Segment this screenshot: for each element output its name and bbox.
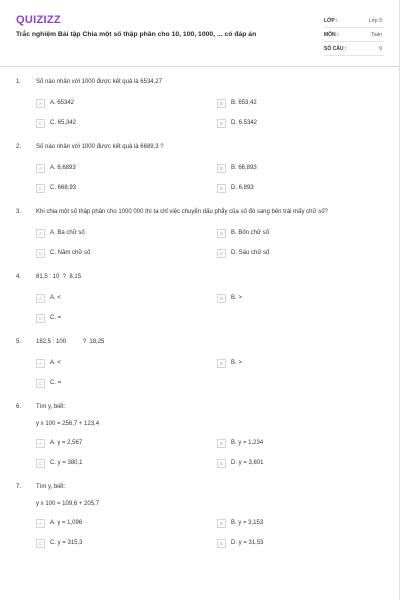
answer-option[interactable] — [217, 117, 377, 129]
option-letter-box: C — [36, 249, 45, 258]
question-item — [16, 78, 384, 129]
answer-option[interactable] — [217, 97, 377, 109]
option-text: B. > — [231, 360, 242, 366]
answer-option[interactable] — [36, 182, 217, 194]
answer-option[interactable] — [217, 182, 377, 194]
answer-option[interactable] — [36, 162, 217, 174]
answer-option[interactable] — [217, 162, 377, 174]
question-list — [0, 78, 400, 563]
option-text: B. > — [231, 295, 242, 301]
answer-options — [36, 162, 384, 194]
option-text: B. y = 1,234 — [231, 440, 264, 446]
option-text: D. y = 3,801 — [231, 460, 264, 466]
question-item — [16, 143, 384, 194]
question-header — [16, 208, 384, 217]
question-item — [16, 403, 384, 469]
option-letter-box: B — [217, 519, 226, 528]
question-text: 81,5 : 10 ? 8,15 — [36, 274, 82, 280]
option-text: A. < — [50, 360, 61, 366]
answer-option[interactable] — [36, 97, 217, 109]
quizizz-logo: QUIZIZZ — [16, 14, 61, 26]
question-item — [16, 338, 384, 389]
answer-options — [36, 292, 384, 324]
answer-options — [36, 517, 384, 549]
option-letter-box: B — [217, 99, 226, 108]
option-text: A. 6,6893 — [50, 165, 76, 171]
meta-label: MÔN : — [324, 31, 339, 38]
question-text: 182,5 : 100 ? 18,25 — [36, 339, 105, 345]
question-text: Tìm y, biết: — [36, 404, 66, 410]
option-text: D. y = 31,53 — [231, 540, 264, 546]
answer-option[interactable] — [217, 537, 377, 549]
answer-option[interactable] — [36, 437, 217, 449]
meta-row — [324, 42, 384, 56]
quiz-meta — [324, 14, 384, 56]
option-text: A. < — [50, 295, 61, 301]
question-number: 3. — [16, 209, 22, 215]
question-number: 1. — [16, 79, 22, 85]
question-header — [16, 143, 384, 152]
question-header — [16, 483, 384, 492]
answer-option[interactable] — [36, 357, 217, 369]
meta-row — [324, 14, 384, 28]
answer-option[interactable] — [36, 247, 217, 259]
option-letter-box: A — [36, 519, 45, 528]
option-letter-box: B — [217, 294, 226, 303]
option-text: A. y = 2,567 — [50, 440, 83, 446]
option-letter-box: A — [36, 164, 45, 173]
meta-label: LỚP : — [324, 17, 338, 24]
option-text: D. 6,893 — [231, 185, 254, 191]
meta-label: SỐ CÂU : — [324, 45, 347, 52]
answer-option[interactable] — [217, 517, 377, 529]
worksheet-header — [0, 0, 400, 66]
question-number: 4. — [16, 274, 22, 280]
question-number: 6. — [16, 404, 22, 410]
option-text: D. Sáu chữ số — [231, 250, 270, 256]
option-letter-box: C — [36, 539, 45, 548]
option-letter-box: B — [217, 229, 226, 238]
meta-value: 9 — [379, 45, 382, 52]
question-text: Số nào nhân với 1000 được kết quả là 6689,3 ? — [36, 144, 164, 150]
option-text: C. 65,342 — [50, 120, 77, 126]
answer-option[interactable] — [36, 517, 217, 529]
answer-option[interactable] — [217, 247, 377, 259]
option-text: C. = — [50, 380, 62, 386]
option-text: B. 66,893 — [231, 165, 257, 171]
meta-value: Lớp 5 — [368, 17, 382, 24]
answer-option[interactable] — [36, 377, 217, 389]
answer-option[interactable] — [36, 292, 217, 304]
answer-option[interactable] — [36, 117, 217, 129]
option-letter-box: D — [217, 539, 226, 548]
option-letter-box: B — [217, 439, 226, 448]
option-letter-box: B — [217, 164, 226, 173]
question-number: 7. — [16, 484, 22, 490]
option-letter-box: D — [217, 119, 226, 128]
option-letter-box: A — [36, 229, 45, 238]
answer-option[interactable] — [36, 537, 217, 549]
option-text: B. y = 3,153 — [231, 520, 264, 526]
question-expression: y x 100 = 256,7 + 123,4 — [36, 421, 100, 427]
option-text: A. y = 1,096 — [50, 520, 83, 526]
option-letter-box: C — [36, 459, 45, 468]
answer-options — [36, 357, 384, 389]
option-letter-box: D — [217, 459, 226, 468]
option-text: C. y = 315,3 — [50, 540, 83, 546]
option-letter-box: A — [36, 359, 45, 368]
answer-options — [36, 227, 384, 259]
option-text: C. y = 380,1 — [50, 460, 83, 466]
question-header — [16, 403, 384, 412]
option-text: C. Năm chữ số — [50, 250, 91, 256]
answer-option[interactable] — [217, 357, 377, 369]
question-item — [16, 483, 384, 549]
question-text: Tìm y, biết: — [36, 484, 66, 490]
question-header — [16, 78, 384, 87]
question-number: 2. — [16, 144, 22, 150]
option-letter-box: C — [36, 184, 45, 193]
option-text: B. Bốn chữ số — [231, 230, 270, 236]
answer-option[interactable] — [36, 227, 217, 239]
meta-value: Toán — [371, 31, 382, 38]
answer-options — [36, 97, 384, 129]
meta-row — [324, 28, 384, 42]
question-header — [16, 338, 384, 347]
option-text: A. Ba chữ số — [50, 230, 85, 236]
option-letter-box: D — [217, 184, 226, 193]
answer-option[interactable] — [217, 292, 377, 304]
option-letter-box: B — [217, 359, 226, 368]
option-letter-box: D — [217, 249, 226, 258]
option-letter-box: C — [36, 119, 45, 128]
option-text: D. 6,5342 — [231, 120, 258, 126]
option-letter-box: A — [36, 99, 45, 108]
header-divider — [0, 66, 400, 67]
answer-option[interactable] — [217, 457, 377, 469]
question-item — [16, 208, 384, 259]
answer-option[interactable] — [36, 312, 217, 324]
quiz-title: Trắc nghiệm Bài tập Chia một số thập phân cho 10, 100, 1000, ... có đáp án — [16, 31, 257, 38]
question-text: Số nào nhân với 1000 được kết quả là 6534,27 — [36, 79, 162, 85]
option-text: C. 668,93 — [50, 185, 77, 191]
question-expression: y x 100 = 109,6 + 205,7 — [36, 501, 100, 507]
question-number: 5. — [16, 339, 22, 345]
option-letter-box: A — [36, 439, 45, 448]
question-item — [16, 273, 384, 324]
answer-option[interactable] — [36, 457, 217, 469]
option-letter-box: C — [36, 314, 45, 323]
option-text: A. 65342 — [50, 100, 75, 106]
answer-options — [36, 437, 384, 469]
answer-option[interactable] — [217, 437, 377, 449]
option-text: C. = — [50, 315, 62, 321]
answer-option[interactable] — [217, 227, 377, 239]
question-text: Khi chia một số thập phân cho 1000 000 thì ta chỉ việc chuyển dấu phẩy của số đó sang bên trái mấy chữ số? — [36, 209, 328, 215]
question-header — [16, 273, 384, 282]
option-letter-box: C — [36, 379, 45, 388]
option-letter-box: A — [36, 294, 45, 303]
option-text: B. 653,42 — [231, 100, 257, 106]
